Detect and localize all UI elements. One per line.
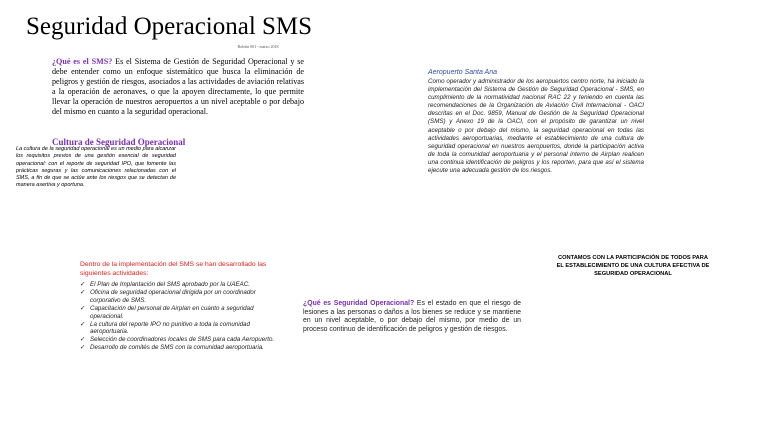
airport-heading: Aeropuerto Santa Ana [428,69,498,76]
airport-section [428,68,644,175]
implementation-list [80,281,280,352]
bulletin-date: Boletín 001 - marzo 2018 [237,44,279,49]
list-item: ✓ Desarrollo de comités de SMS con la comunidad aeroportuaria. [80,344,265,352]
check-icon: ✓ [80,304,86,312]
page-title: Seguridad Operacional SMS [26,13,313,40]
implementation-section [80,261,280,352]
intro-text: Es el Sistema de Gestión de Seguridad Operacional y se debe entender como un enfoque sistemático que busca la eliminación de peligros y gestión de riesgos, asociados a las actividades de aviación relativas a la operación de aeronaves, o que la apoyen directamente, lo que permite llevar la operación de nuestros aeropuertos a un nivel aceptable o por debajo del mismo en cuanto a la seguridad operacional. [52,57,304,117]
list-item: ✓ El Plan de Implantación del SMS aprobado por la UAEAC. [80,281,250,288]
intro-paragraph [52,57,304,118]
participation-callout: CONTAMOS CON LA PARTICIPACIÓN DE TODOS PARA EL ESTABLECIMIENTO DE UNA CULTURA EFECTIVA DE SEGURIDAD OPERACIONAL [556,255,710,277]
check-icon: ✓ [80,288,86,296]
airport-text: Como operador y administrador de los aeropuertos centro norte, ha iniciado la implementación del Sistema de Gestión de Seguridad Operacional - SMS, en cumplimiento de la normatividad nacional RAC 22 y teniendo en cuenta las recomendaciones de la Organización de Aviación Civil Internacional - OACI descritas en el Doc. 9859, Manual de Gestión de la Seguridad Operacional (SMS) y Anexo 19 de la OACI, con el propósito de garantizar un nivel aceptable o por debajo del mismo, la seguridad operacional en todas las actividades aeroportuarias, mediante el establecimiento de una cultura de seguridad operacional en nuestros aeropuertos, donde la participación activa de toda la comunidad aeroportuaria y el personal interno de Airplan realicen una continua identificación de peligros y los reporten, para que así el sistema ejecute una adecuada gestión de los riesgos. [428,78,644,175]
culture-heading: Cultura de Seguridad Operacional [52,137,186,147]
check-icon: ✓ [80,344,86,352]
check-icon: ✓ [80,320,86,328]
implementation-heading: Dentro de la implementación del SMS se han desarrollado las siguientes actividades: [80,261,267,277]
check-icon: ✓ [80,336,86,344]
culture-paragraph: La cultura de la seguridad operacional es un medio para alcanzar los requisitos previos de una gestión esencial de seguridad operacional: con el reporte de seguridad IPO, que fomente las prácticas seguras y las comunicaciones relacionadas con el SMS, a fin de que se actúe ante los riesgos que se detectan de manera asertiva y oportuna. [16,146,176,189]
what-is-paragraph [303,300,521,335]
list-item: ✓ Oficina de seguridad operacional dirigida por un coordinador corporativo de SMS. [80,288,256,304]
intro-question: ¿Qué es el SMS? [52,57,113,66]
what-is-text: Es el estado en que el riesgo de lesiones a las personas o daños a los bienes se reduce y se mantiene en un nivel aceptable, o por debajo del mismo, por medio de un proceso continuo de identificación de peligros y gestión de riesgos. [303,300,521,334]
what-is-question: ¿Qué es Seguridad Operacional? [303,300,415,307]
list-item: ✓ La cultura del reporte IPO no punitivo a toda la comunidad aeroportuaria. [80,320,250,336]
list-item: ✓ Capacitación del personal de Airplan en cuanto a seguridad operacional. [80,304,254,320]
check-icon: ✓ [80,281,86,288]
list-item: ✓ Selección de coordinadores locales de SMS para cada Aeropuerto. [80,336,275,344]
